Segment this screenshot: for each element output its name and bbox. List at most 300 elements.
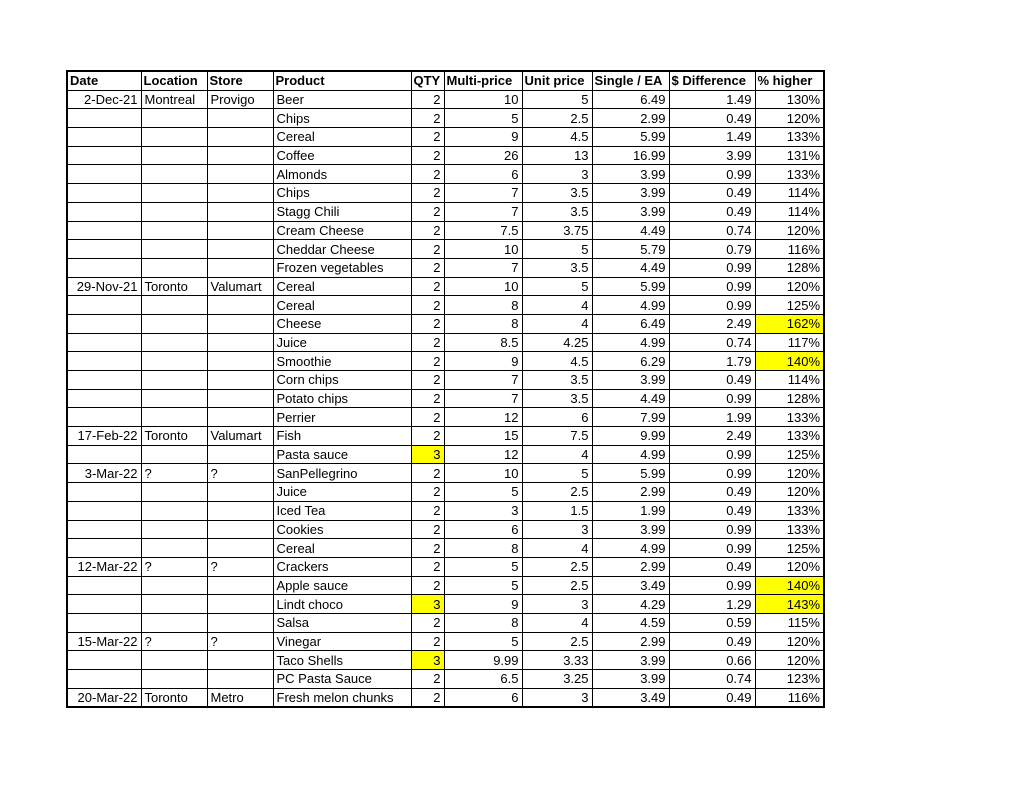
cell-unit-price: 4 [522,445,592,464]
cell-multi-price: 5 [444,109,522,128]
header-single-ea: Single / EA [592,71,669,90]
cell-multi-price: 26 [444,146,522,165]
cell-store [207,539,273,558]
cell-unit-price: 3 [522,595,592,614]
cell-date [67,501,141,520]
cell-qty: 2 [411,296,444,315]
cell-dollar-difference: 0.49 [669,632,755,651]
cell-location [141,651,207,670]
cell-percent-higher: 120% [755,557,824,576]
cell-unit-price: 13 [522,146,592,165]
cell-qty: 2 [411,109,444,128]
cell-product: Fish [273,427,411,446]
cell-product: Cookies [273,520,411,539]
cell-dollar-difference: 0.99 [669,389,755,408]
cell-percent-higher: 114% [755,371,824,390]
cell-product: Cream Cheese [273,221,411,240]
cell-unit-price: 4.5 [522,352,592,371]
cell-product: Apple sauce [273,576,411,595]
table-row [67,557,824,576]
cell-unit-price: 3.5 [522,258,592,277]
cell-product: Vinegar [273,632,411,651]
cell-location [141,221,207,240]
table-row [67,128,824,147]
cell-dollar-difference: 0.49 [669,202,755,221]
cell-store [207,109,273,128]
cell-single-ea: 9.99 [592,427,669,446]
cell-qty: 2 [411,632,444,651]
cell-location [141,146,207,165]
cell-dollar-difference: 0.99 [669,445,755,464]
table-row [67,258,824,277]
cell-location [141,670,207,689]
cell-multi-price: 9 [444,128,522,147]
cell-single-ea: 3.99 [592,651,669,670]
cell-percent-higher: 140% [755,352,824,371]
cell-dollar-difference: 0.74 [669,221,755,240]
cell-multi-price: 5 [444,557,522,576]
cell-single-ea: 3.99 [592,202,669,221]
cell-dollar-difference: 1.99 [669,408,755,427]
cell-product: Stagg Chili [273,202,411,221]
cell-store: ? [207,557,273,576]
cell-store [207,258,273,277]
cell-date [67,128,141,147]
cell-date [67,595,141,614]
cell-single-ea: 6.49 [592,90,669,109]
cell-location: Toronto [141,688,207,707]
cell-qty: 2 [411,539,444,558]
cell-date [67,221,141,240]
table-row [67,576,824,595]
cell-date [67,389,141,408]
cell-product: Cheese [273,314,411,333]
cell-date: 17-Feb-22 [67,427,141,446]
cell-dollar-difference: 0.74 [669,333,755,352]
cell-date [67,333,141,352]
cell-date [67,258,141,277]
cell-qty: 2 [411,483,444,502]
table-row [67,314,824,333]
cell-store [207,221,273,240]
cell-store [207,128,273,147]
cell-qty: 2 [411,202,444,221]
cell-percent-higher: 116% [755,688,824,707]
cell-multi-price: 8 [444,314,522,333]
cell-unit-price: 2.5 [522,576,592,595]
cell-product: Cereal [273,539,411,558]
cell-percent-higher: 116% [755,240,824,259]
cell-date [67,539,141,558]
cell-store: Valumart [207,427,273,446]
cell-date [67,445,141,464]
cell-location [141,296,207,315]
cell-store [207,576,273,595]
cell-multi-price: 6.5 [444,670,522,689]
cell-date [67,240,141,259]
cell-multi-price: 7.5 [444,221,522,240]
cell-unit-price: 4 [522,613,592,632]
cell-dollar-difference: 0.49 [669,501,755,520]
cell-multi-price: 10 [444,277,522,296]
cell-single-ea: 4.49 [592,389,669,408]
cell-qty: 2 [411,165,444,184]
cell-single-ea: 2.99 [592,483,669,502]
cell-product: Cereal [273,277,411,296]
cell-location: ? [141,557,207,576]
cell-single-ea: 5.99 [592,128,669,147]
cell-percent-higher: 114% [755,202,824,221]
cell-multi-price: 7 [444,202,522,221]
cell-product: PC Pasta Sauce [273,670,411,689]
cell-location: Toronto [141,277,207,296]
cell-date [67,371,141,390]
cell-unit-price: 5 [522,464,592,483]
cell-qty: 2 [411,557,444,576]
cell-unit-price: 2.5 [522,557,592,576]
cell-multi-price: 8 [444,539,522,558]
cell-qty: 2 [411,613,444,632]
table-row [67,632,824,651]
cell-dollar-difference: 2.49 [669,314,755,333]
cell-percent-higher: 125% [755,296,824,315]
cell-dollar-difference: 2.49 [669,427,755,446]
cell-dollar-difference: 0.74 [669,670,755,689]
cell-product: Crackers [273,557,411,576]
cell-product: Juice [273,483,411,502]
cell-unit-price: 7.5 [522,427,592,446]
cell-unit-price: 1.5 [522,501,592,520]
cell-date [67,184,141,203]
cell-percent-higher: 140% [755,576,824,595]
cell-store [207,371,273,390]
cell-qty: 3 [411,445,444,464]
cell-product: Pasta sauce [273,445,411,464]
cell-percent-higher: 120% [755,651,824,670]
cell-percent-higher: 133% [755,128,824,147]
cell-location [141,445,207,464]
cell-multi-price: 9 [444,352,522,371]
cell-qty: 2 [411,464,444,483]
cell-dollar-difference: 1.49 [669,128,755,147]
cell-date: 12-Mar-22 [67,557,141,576]
cell-multi-price: 3 [444,501,522,520]
cell-product: SanPellegrino [273,464,411,483]
header-location: Location [141,71,207,90]
cell-date [67,165,141,184]
cell-store [207,240,273,259]
cell-multi-price: 5 [444,576,522,595]
cell-unit-price: 4 [522,296,592,315]
cell-unit-price: 3.5 [522,371,592,390]
cell-qty: 2 [411,352,444,371]
cell-qty: 2 [411,184,444,203]
cell-dollar-difference: 0.49 [669,371,755,390]
cell-unit-price: 3.5 [522,389,592,408]
cell-product: Salsa [273,613,411,632]
cell-multi-price: 8.5 [444,333,522,352]
cell-single-ea: 4.29 [592,595,669,614]
cell-date [67,670,141,689]
cell-unit-price: 5 [522,277,592,296]
cell-location [141,408,207,427]
cell-date: 15-Mar-22 [67,632,141,651]
cell-qty: 2 [411,314,444,333]
cell-store [207,445,273,464]
cell-dollar-difference: 0.49 [669,109,755,128]
cell-qty: 2 [411,333,444,352]
cell-single-ea: 16.99 [592,146,669,165]
cell-product: Chips [273,109,411,128]
cell-multi-price: 10 [444,90,522,109]
cell-product: Fresh melon chunks [273,688,411,707]
cell-dollar-difference: 3.99 [669,146,755,165]
cell-location: Montreal [141,90,207,109]
cell-store [207,314,273,333]
cell-store [207,184,273,203]
cell-store [207,352,273,371]
cell-product: Taco Shells [273,651,411,670]
cell-qty: 3 [411,651,444,670]
cell-qty: 2 [411,389,444,408]
table-row [67,501,824,520]
cell-multi-price: 8 [444,613,522,632]
cell-percent-higher: 120% [755,277,824,296]
header-percent-higher: % higher [755,71,824,90]
cell-dollar-difference: 0.99 [669,296,755,315]
cell-location [141,501,207,520]
cell-location [141,520,207,539]
cell-multi-price: 12 [444,445,522,464]
cell-multi-price: 15 [444,427,522,446]
table-row [67,651,824,670]
cell-percent-higher: 120% [755,221,824,240]
cell-product: Almonds [273,165,411,184]
cell-location [141,389,207,408]
cell-percent-higher: 133% [755,408,824,427]
cell-unit-price: 3 [522,688,592,707]
table-row [67,184,824,203]
cell-store [207,520,273,539]
cell-product: Smoothie [273,352,411,371]
cell-dollar-difference: 0.49 [669,483,755,502]
cell-date [67,408,141,427]
cell-multi-price: 10 [444,240,522,259]
cell-multi-price: 7 [444,184,522,203]
cell-date: 3-Mar-22 [67,464,141,483]
cell-date [67,520,141,539]
cell-store: Valumart [207,277,273,296]
cell-single-ea: 3.49 [592,688,669,707]
cell-qty: 3 [411,595,444,614]
cell-date: 2-Dec-21 [67,90,141,109]
table-row [67,90,824,109]
cell-date [67,576,141,595]
cell-location [141,352,207,371]
table-row [67,427,824,446]
cell-percent-higher: 128% [755,258,824,277]
cell-percent-higher: 125% [755,539,824,558]
cell-date [67,613,141,632]
table-row [67,613,824,632]
cell-product: Potato chips [273,389,411,408]
cell-percent-higher: 120% [755,632,824,651]
cell-store [207,333,273,352]
cell-location: Toronto [141,427,207,446]
cell-percent-higher: 125% [755,445,824,464]
header-unit-price: Unit price [522,71,592,90]
cell-multi-price: 5 [444,632,522,651]
cell-unit-price: 2.5 [522,109,592,128]
cell-unit-price: 3.33 [522,651,592,670]
cell-product: Frozen vegetables [273,258,411,277]
cell-percent-higher: 120% [755,464,824,483]
cell-multi-price: 8 [444,296,522,315]
cell-single-ea: 6.29 [592,352,669,371]
cell-percent-higher: 131% [755,146,824,165]
cell-store [207,202,273,221]
cell-unit-price: 4 [522,539,592,558]
cell-multi-price: 7 [444,371,522,390]
cell-single-ea: 4.99 [592,539,669,558]
cell-percent-higher: 114% [755,184,824,203]
cell-qty: 2 [411,688,444,707]
cell-single-ea: 5.79 [592,240,669,259]
table-row [67,352,824,371]
cell-multi-price: 9.99 [444,651,522,670]
header-date: Date [67,71,141,90]
cell-single-ea: 3.99 [592,670,669,689]
cell-percent-higher: 162% [755,314,824,333]
cell-qty: 2 [411,427,444,446]
cell-unit-price: 3.25 [522,670,592,689]
cell-multi-price: 10 [444,464,522,483]
table-row [67,445,824,464]
cell-qty: 2 [411,128,444,147]
cell-date: 20-Mar-22 [67,688,141,707]
cell-multi-price: 6 [444,165,522,184]
cell-dollar-difference: 0.49 [669,688,755,707]
cell-unit-price: 3 [522,520,592,539]
cell-single-ea: 4.49 [592,221,669,240]
cell-single-ea: 3.49 [592,576,669,595]
cell-store: ? [207,464,273,483]
table-row [67,389,824,408]
cell-store [207,595,273,614]
cell-store [207,389,273,408]
cell-unit-price: 4.5 [522,128,592,147]
cell-dollar-difference: 0.49 [669,557,755,576]
table-row [67,483,824,502]
cell-percent-higher: 120% [755,483,824,502]
cell-multi-price: 9 [444,595,522,614]
cell-single-ea: 3.99 [592,520,669,539]
cell-percent-higher: 133% [755,165,824,184]
cell-product: Juice [273,333,411,352]
table-row [67,277,824,296]
cell-location [141,483,207,502]
cell-percent-higher: 133% [755,501,824,520]
table-row [67,221,824,240]
table-row [67,371,824,390]
cell-store [207,483,273,502]
cell-multi-price: 7 [444,389,522,408]
cell-store [207,670,273,689]
cell-multi-price: 6 [444,520,522,539]
cell-qty: 2 [411,240,444,259]
cell-multi-price: 12 [444,408,522,427]
cell-unit-price: 3.5 [522,202,592,221]
cell-unit-price: 4.25 [522,333,592,352]
table-row [67,146,824,165]
cell-product: Lindt choco [273,595,411,614]
cell-store [207,165,273,184]
cell-multi-price: 7 [444,258,522,277]
table-row [67,464,824,483]
cell-store [207,613,273,632]
cell-unit-price: 6 [522,408,592,427]
cell-location [141,314,207,333]
cell-date [67,483,141,502]
cell-date [67,296,141,315]
cell-qty: 2 [411,258,444,277]
cell-qty: 2 [411,371,444,390]
cell-location [141,595,207,614]
header-store: Store [207,71,273,90]
cell-date [67,314,141,333]
cell-product: Corn chips [273,371,411,390]
cell-store: Metro [207,688,273,707]
cell-location [141,539,207,558]
cell-location [141,184,207,203]
cell-qty: 2 [411,501,444,520]
cell-single-ea: 4.99 [592,296,669,315]
cell-location [141,240,207,259]
cell-unit-price: 2.5 [522,483,592,502]
cell-single-ea: 6.49 [592,314,669,333]
cell-location [141,371,207,390]
cell-unit-price: 2.5 [522,632,592,651]
cell-single-ea: 4.99 [592,333,669,352]
cell-percent-higher: 130% [755,90,824,109]
table-row [67,539,824,558]
cell-product: Iced Tea [273,501,411,520]
cell-dollar-difference: 0.79 [669,240,755,259]
cell-dollar-difference: 0.99 [669,576,755,595]
cell-qty: 2 [411,146,444,165]
table-row [67,670,824,689]
cell-dollar-difference: 1.49 [669,90,755,109]
cell-location: ? [141,464,207,483]
table-row [67,688,824,707]
cell-percent-higher: 143% [755,595,824,614]
cell-store [207,651,273,670]
cell-percent-higher: 123% [755,670,824,689]
cell-store [207,146,273,165]
cell-qty: 2 [411,277,444,296]
cell-dollar-difference: 0.99 [669,539,755,558]
cell-dollar-difference: 0.49 [669,184,755,203]
cell-dollar-difference: 0.99 [669,165,755,184]
cell-location [141,109,207,128]
cell-dollar-difference: 1.79 [669,352,755,371]
cell-qty: 2 [411,408,444,427]
cell-percent-higher: 120% [755,109,824,128]
cell-single-ea: 5.99 [592,464,669,483]
cell-multi-price: 6 [444,688,522,707]
cell-qty: 2 [411,90,444,109]
cell-unit-price: 5 [522,90,592,109]
